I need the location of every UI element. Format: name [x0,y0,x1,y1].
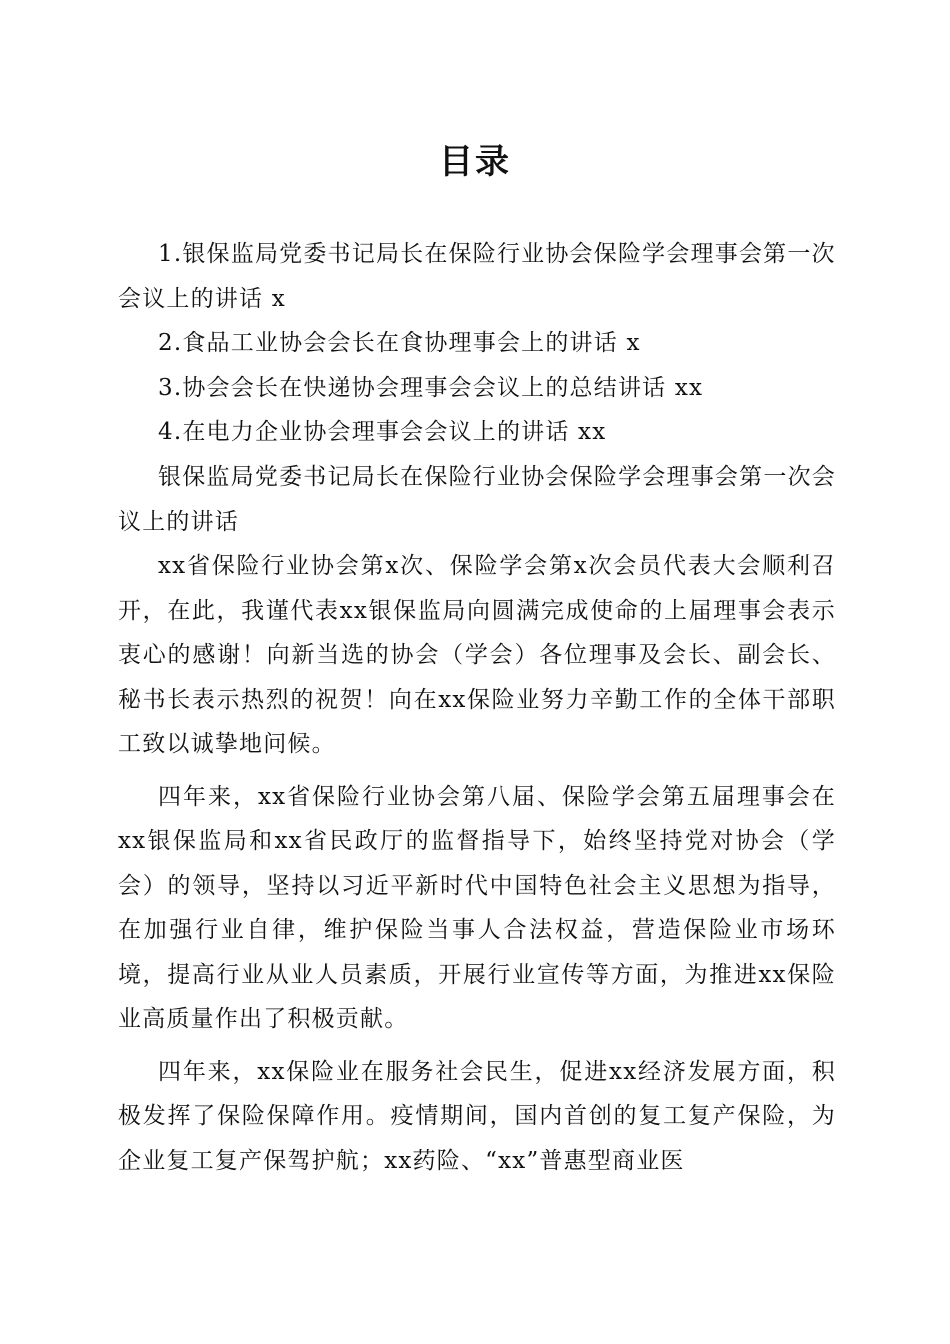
toc-item: 3.协会会长在快递协会理事会会议上的总结讲话 xx [158,374,704,401]
toc-item: 4.在电力企业协会理事会会议上的讲话 xx [158,419,607,445]
paragraph: 四年来，xx保险业在服务社会民生，促进xx经济发展方面，积极发挥了保险保障作用。疫情期间，国内首创的复工复产保险，为企业复工复产保驾护航；xx药险、“xx”普惠型商业医 [118,1058,836,1174]
document-body [118,455,836,1183]
paragraph: xx省保险行业协会第x次、保险学会第x次会员代表大会顺利召开，在此，我谨代表xx银保监局向圆满完成使命的上届理事会表示衷心的感谢！向新当选的协会（学会）各位理事及会长、副会长、秘书长表示热烈的祝贺！向在xx保险业努力辛勤工作的全体干部职工致以诚挚地问候。 [118,553,836,757]
toc-item: 1.银保监局党委书记局长在保险行业协会保险学会理事会第一次会议上的讲话 x [118,241,836,312]
page-title: 目录 [439,142,511,182]
table-of-contents [118,232,836,455]
toc-item: 2.食品工业协会会长在食协理事会上的讲话 x [158,330,641,356]
section-heading: 银保监局党委书记局长在保险行业协会保险学会理事会第一次会议上的讲话 [118,464,836,535]
paragraph: 四年来，xx省保险行业协会第八届、保险学会第五届理事会在xx银保监局和xx省民政厅的监督指导下，始终坚持党对协会（学会）的领导，坚持以习近平新时代中国特色社会主义思想为指导，在加强行业自律，维护保险当事人合法权益，营造保险业市场环境，提高行业从业人员素质，开展行业宣传等方面，为推进xx保险业高质量作出了积极贡献。 [118,783,836,1032]
